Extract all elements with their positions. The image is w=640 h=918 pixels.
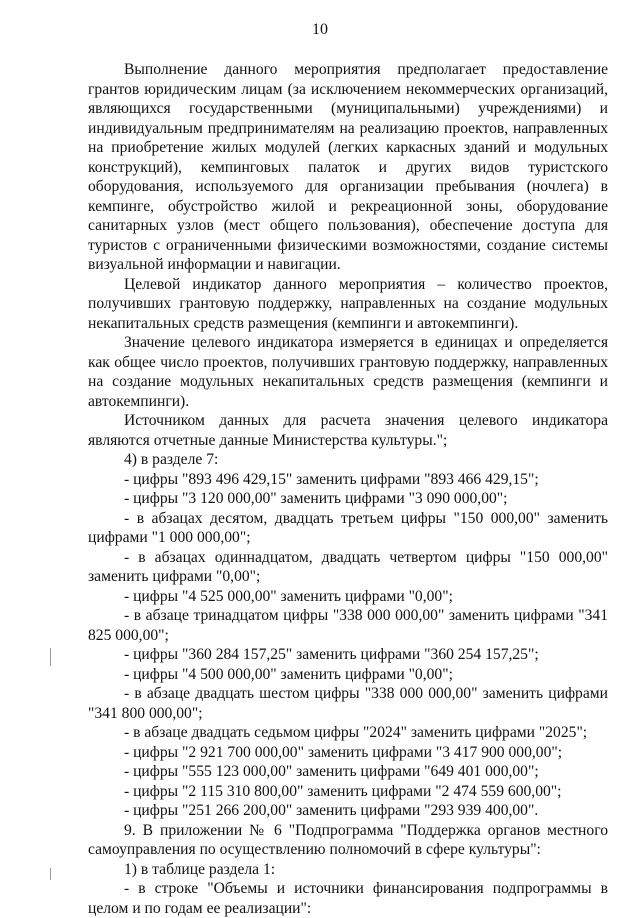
list-item-amendment: - цифры "3 120 000,00" заменить цифрами "3 090 000,00"; (124, 490, 508, 507)
paragraph-target-indicator: Целевой индикатор данного мероприятия – количество проектов, получивших грантовую поддержку, направленных на создание модульных некапитальных средств размещения (кемпинги и автокемпинги). (88, 275, 608, 332)
list-item-amendment: - цифры "251 266 200,00" заменить цифрами "293 939 400,00". (124, 802, 539, 819)
paragraph-data-source: Источником данных для расчета значения целевого индикатора являются отчетные данные Министерства культуры."; (88, 412, 608, 449)
list-item-table-section-1: 1) в таблице раздела 1: (124, 860, 276, 878)
list-item-amendment: - цифры "4 500 000,00" заменить цифрами "0,00"; (124, 665, 453, 683)
paragraph-indicator-measurement: Значение целевого индикатора измеряется в единицах и определяется как общее число проектов, получивших грантовую поддержку, направленных на создание модульных некапитальных средств размещения (кемпинги и автокемпинги). (88, 334, 608, 410)
scan-margin-mark (50, 868, 51, 880)
document-body (88, 60, 608, 918)
list-item-amendment: - цифры "893 496 429,15" заменить цифрами "893 466 429,15"; (124, 470, 539, 488)
list-item-amendment: - цифры "555 123 000,00" заменить цифрами "649 401 000,00"; (124, 763, 539, 780)
list-item-amendment: - цифры "4 525 000,00" заменить цифрами "0,00"; (124, 587, 453, 605)
scan-margin-mark (50, 648, 51, 666)
list-item-section-7: 4) в разделе 7: (124, 451, 219, 468)
list-item-amendment: - в абзацах одиннадцатом, двадцать четвертом цифры "150 000,00" заменить цифрами "0,00"; (88, 548, 608, 585)
list-item-funding-row: - в строке "Объемы и источники финансирования подпрограммы в целом и по годам ее реализации": (88, 880, 608, 917)
list-item-amendment: - в абзаце тринадцатом цифры "338 000 000,00" заменить цифрами "341 825 000,00"; (88, 607, 608, 644)
page-number: 10 (312, 21, 328, 38)
list-item-amendment: - в абзаце двадцать шестом цифры "338 000 000,00" заменить цифрами "341 800 000,00"; (88, 685, 608, 722)
list-item-amendment: - цифры "2 921 700 000,00" заменить цифрами "3 417 900 000,00"; (124, 743, 563, 761)
paragraph-appendix-6: 9. В приложении № 6 "Подпрограмма "Поддержка органов местного самоуправления по осуществлению полномочий в сфере культуры": (88, 821, 608, 858)
list-item-amendment: - цифры "2 115 310 800,00" заменить цифрами "2 474 559 600,00"; (124, 782, 562, 800)
list-item-amendment: - в абзацах десятом, двадцать третьем цифры "150 000,00" заменить цифрами "1 000 000,00"; (88, 509, 608, 546)
list-item-amendment: - в абзаце двадцать седьмом цифры "2024" заменить цифрами "2025"; (124, 724, 588, 741)
paragraph-grant-description: Выполнение данного мероприятия предполагает предоставление грантов юридическим лицам (за исключением некоммерческих организаций, являющихся государственными (муниципальными) учреждениями) и индивидуальным предпринимателям на реализацию проектов, направленных на приобретение жилых модулей (легких каркасных зданий и модульных конструкций), кемпинговых палаток и других видов туристского оборудования, используемого для организации пребывания (ночлега) в кемпинге, обустройство жилой и рекреационной зоны, оборудование санитарных узлов (мест общего пользования), обеспечение доступа для туристов с ограниченными физическими возможностями, создание системы визуальной информации и навигации. (88, 61, 608, 273)
list-item-amendment: - цифры "360 284 157,25" заменить цифрами "360 254 157,25"; (124, 646, 539, 663)
